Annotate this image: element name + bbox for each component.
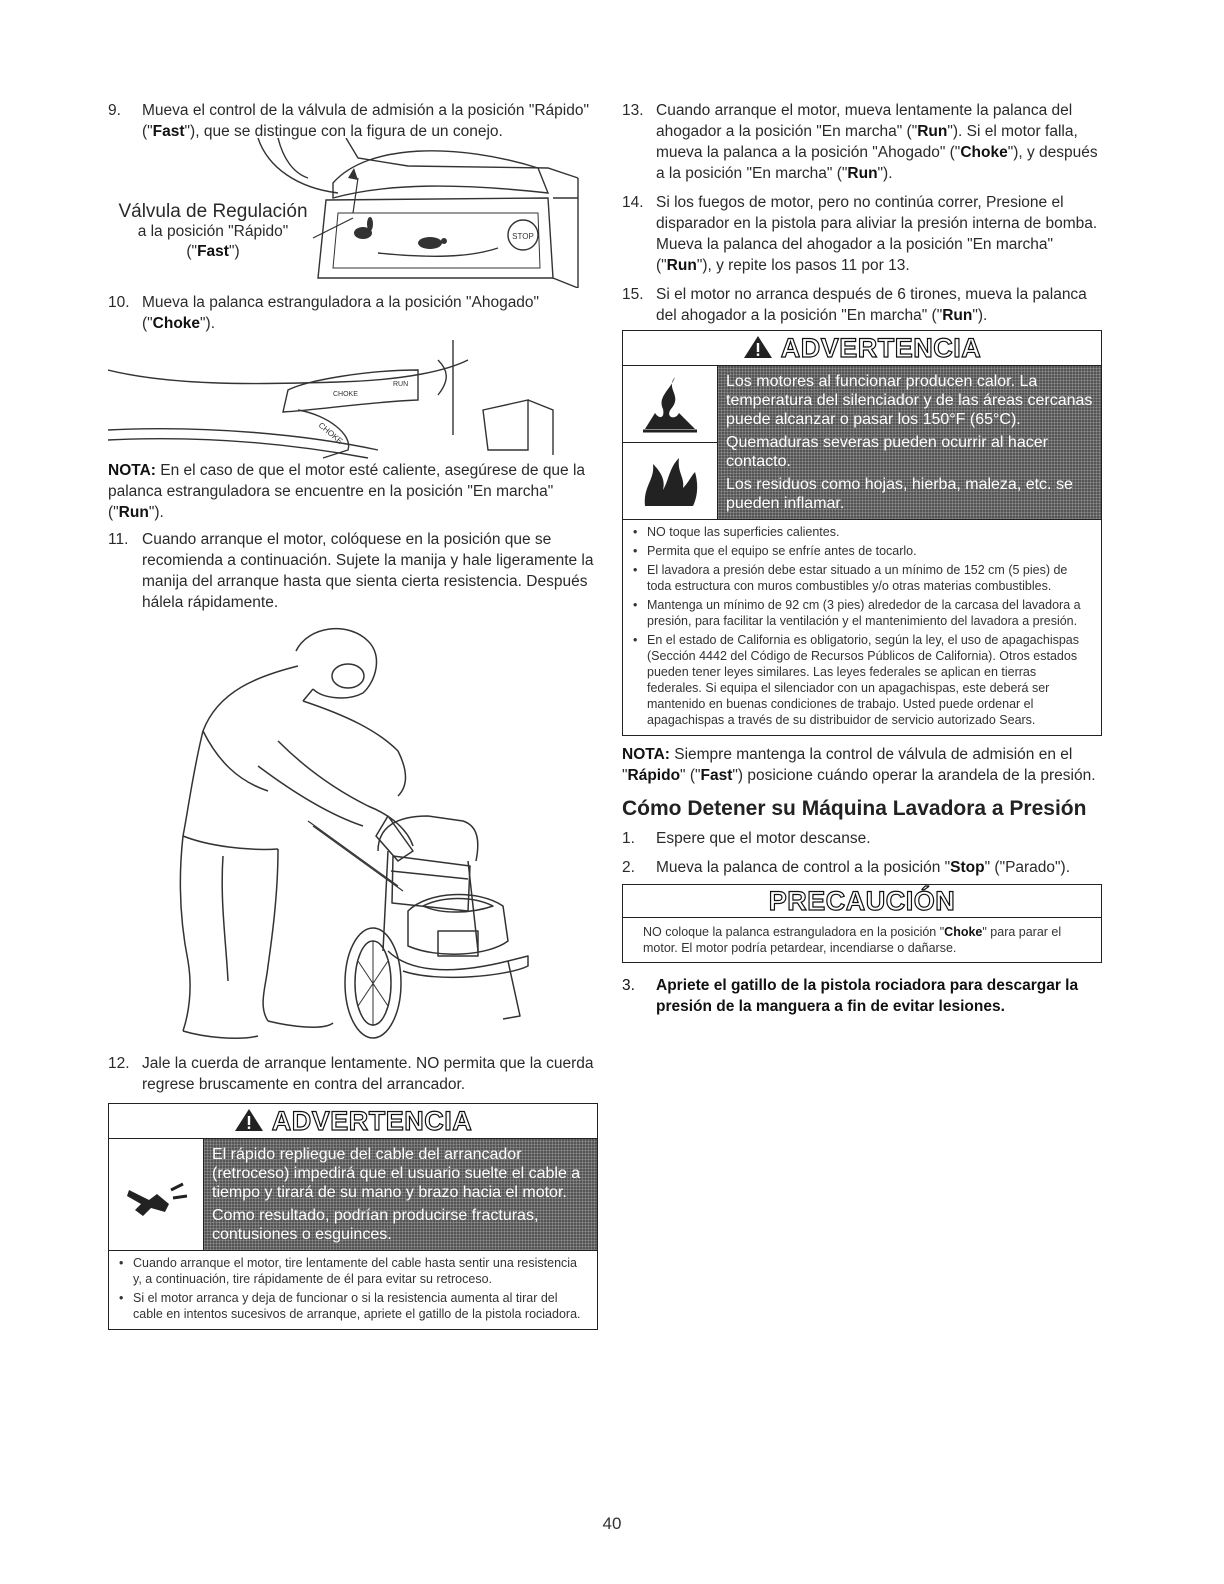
warning-box-heat bbox=[622, 330, 1102, 736]
warning-icons bbox=[109, 1139, 204, 1250]
step-9: 9. Mueva el control de la válvula de admisión a la posición "Rápido" ("Fast"), que se distingue con la figura de un conejo. bbox=[108, 102, 589, 140]
warning-bullets bbox=[109, 1251, 597, 1329]
note-hot-engine: NOTA: En el caso de que el motor esté caliente, asegúrese de que la palanca estranguladora se encuentre en la posición "En marcha" ("Run"). bbox=[108, 462, 586, 521]
left-column bbox=[108, 100, 598, 1330]
choke-figure bbox=[108, 340, 598, 460]
step-15: 15. Si el motor no arranca después de 6 tirones, mueva la palanca del ahogador a la posición "En marcha" ("Run"). bbox=[622, 286, 1087, 324]
right-column bbox=[622, 100, 1102, 1025]
callout-fast-label: ("Fast") bbox=[186, 243, 240, 260]
warning-message: El rápido repliegue del cable del arrancador (retroceso) impedirá que el usuario suelte el cable a tiempo y tirará de su mano y brazo hacia el motor. Como resultado, podrían producirse fracturas, contusiones o esguinces. bbox=[204, 1139, 597, 1250]
note-throttle: NOTA: Siempre mantenga la control de válvula de admisión en el "Rápido" ("Fast") posicione cuándo operar la arandela de la presión. bbox=[622, 746, 1096, 784]
fire-icon bbox=[635, 446, 705, 516]
side-choke-text: CHOKE bbox=[316, 420, 345, 446]
warning-body bbox=[623, 365, 1101, 520]
step-10: 10. Mueva la palanca estranguladora a la posición "Ahogado" ("Choke"). bbox=[108, 294, 540, 332]
warning-message: Los motores al funcionar producen calor. La temperatura del silenciador y de las áreas cercanas puede alcanzar o pasar los 150°F (65°C). Quemaduras severas pueden ocurrir al hacer contacto. Los residuos como hojas, hierba, maleza, etc. se pueden inflamar. bbox=[718, 366, 1101, 519]
choke-text: CHOKE bbox=[333, 391, 358, 398]
section-title-stop: Cómo Detener su Máquina Lavadora a Presión bbox=[622, 797, 1087, 820]
warning-triangle-icon bbox=[234, 1108, 264, 1132]
recoil-hand-icon bbox=[121, 1160, 191, 1230]
list-item: • En el estado de California es obligatorio, según la ley, el uso de apagachispas (Sección 4442 del Código de Recursos Públicos de California). Otros estados pueden tener leyes similares. Las leyes federales se aplican en tierras federales. Si equipa el silenciador con un apagachispas, este deberá ser mantenido en buenas condiciones de trabajo. Usted puede ordenar el apagachispas a través de su distribuidor de servicio autorizado Sears. bbox=[631, 632, 1093, 728]
stop-step-1: 1. Espere que el motor descanse. bbox=[622, 830, 871, 847]
stop-symbol-text: STOP bbox=[512, 232, 534, 241]
run-text: RUN bbox=[393, 381, 409, 388]
stop-step-3: 3. Apriete el gatillo de la pistola rociadora para descargar la presión de la manguera a fin de evitar lesiones. bbox=[622, 977, 1079, 1015]
warning-title: ADVERTENCIA bbox=[109, 1104, 597, 1138]
list-item: • Cuando arranque el motor, tire lentamente del cable hasta sentir una resistencia y, a continuación, tire rápidamente de él para evitar su retroceso. bbox=[117, 1255, 589, 1287]
caution-box bbox=[622, 884, 1102, 963]
caution-text: NO coloque la palanca estranguladora en la posición "Choke" para parar el motor. El motor podría petardear, incendiarse o dañarse. bbox=[643, 925, 1062, 955]
page-number: 40 bbox=[602, 1514, 622, 1533]
list-item: • Si el motor arranca y deja de funcionar o si la resistencia aumenta al tirar del cable en intentos sucesivos de arranque, apriete el gatillo de la pistola rociadora. bbox=[117, 1290, 589, 1322]
caution-title: PRECAUCIÓN bbox=[623, 885, 1101, 918]
step-14: 14. Si los fuegos de motor, pero no continúa correr, Presione el disparador en la pistola para aliviar la presión interna de bomba. Mueva la palanca del ahogador a la posición "En marcha" ("Run"), y repite los pasos 11 por 13. bbox=[622, 194, 1098, 274]
list-item: • Permita que el equipo se enfríe antes de tocarlo. bbox=[631, 543, 1093, 559]
warning-triangle-icon bbox=[743, 335, 773, 359]
step-13: 13. Cuando arranque el motor, mueva lentamente la palanca del ahogador a la posición "En marcha" ("Run"). Si el motor falla, mueva la palanca a la posición "Ahogado" ("Choke"), y después a la posición "En marcha" ("Run"). bbox=[622, 102, 1098, 182]
warning-title: ADVERTENCIA bbox=[623, 331, 1101, 365]
list-item: • Mantenga un mínimo de 92 cm (3 pies) alrededor de la carcasa del lavadora a presión, para facilitar la ventilación y el mantenimiento del lavadora a presión. bbox=[631, 597, 1093, 629]
warning-box-recoil bbox=[108, 1103, 598, 1330]
operator-pulling-starter-illustration bbox=[108, 621, 598, 1053]
warning-body bbox=[109, 1138, 597, 1251]
step-12: 12. Jale la cuerda de arranque lentamente. NO permita que la cuerda regrese bruscamente en contra del arrancador. bbox=[108, 1055, 594, 1093]
throttle-callout bbox=[108, 202, 318, 262]
warning-icons bbox=[623, 366, 718, 519]
list-item: • El lavadora a presión debe estar situado a un mínimo de 152 cm (5 pies) de toda estructura con muros combustibles y/o otras materias combustibles. bbox=[631, 562, 1093, 594]
warning-bullets bbox=[623, 520, 1101, 735]
step-11: 11. Cuando arranque el motor, colóquese en la posición que se recomienda a continuación. Sujete la manija y hale ligeramente la manija del arranque hasta que sienta cierta resistencia. Después hálela rápidamente. bbox=[108, 531, 594, 611]
choke-illustration bbox=[108, 340, 598, 460]
callout-position-label: a la posición "Rápido" bbox=[137, 223, 289, 240]
operator-figure bbox=[108, 621, 598, 1053]
stop-step-2: 2. Mueva la palanca de control a la posición "Stop" ("Parado"). bbox=[622, 859, 1071, 876]
list-item: • NO toque las superficies calientes. bbox=[631, 524, 1093, 540]
callout-valve-label: Válvula de Regulación bbox=[118, 201, 308, 222]
throttle-figure bbox=[108, 138, 598, 288]
hot-surface-icon bbox=[635, 369, 705, 439]
